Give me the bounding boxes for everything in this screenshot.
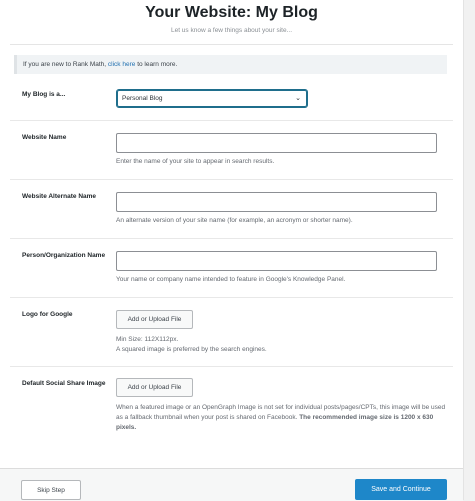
- alternate-name-input[interactable]: [116, 192, 437, 212]
- divider: [10, 297, 453, 298]
- website-name-description: Enter the name of your site to appear in search results.: [116, 158, 275, 165]
- alternate-name-description: An alternate version of your site name (for example, an acronym or shorter name).: [116, 217, 353, 224]
- page-title: Your Website: My Blog: [145, 4, 318, 21]
- alternate-name-label: Website Alternate Name: [22, 193, 97, 200]
- notice-text-end: to learn more.: [137, 61, 178, 68]
- divider: [10, 238, 453, 239]
- chevron-down-icon: ⌄: [295, 95, 301, 102]
- social-image-upload-button[interactable]: Add or Upload File: [116, 378, 193, 397]
- social-image-size-note: The recommended image size is 1200 x 630 pixels.: [116, 414, 434, 431]
- person-org-input[interactable]: [116, 251, 437, 271]
- learn-more-link[interactable]: click here: [107, 61, 136, 68]
- social-image-description: [116, 403, 446, 433]
- info-notice: [14, 55, 447, 74]
- divider: [10, 120, 453, 121]
- person-org-label: Person/Organization Name: [22, 252, 106, 259]
- divider: [10, 179, 453, 180]
- page-subtitle: Let us know a few things about your site...: [170, 27, 293, 34]
- notice-text: If you are new to Rank Math,: [23, 61, 107, 68]
- blog-type-value: Personal Blog: [122, 95, 163, 102]
- website-name-label: Website Name: [22, 134, 67, 141]
- logo-description: A squared image is preferred by the search engines.: [116, 346, 267, 353]
- skip-step-button[interactable]: Skip Step: [21, 480, 81, 500]
- social-image-label: Default Social Share Image: [22, 380, 106, 387]
- person-org-description: Your name or company name intended to feature in Google's Knowledge Panel.: [116, 276, 346, 283]
- divider: [10, 44, 453, 45]
- scrollbar[interactable]: [463, 0, 475, 500]
- website-name-input[interactable]: [116, 133, 437, 153]
- logo-upload-button[interactable]: Add or Upload File: [116, 310, 193, 329]
- social-image-description-text: When a featured image or an OpenGraph Image is not set for individual posts/pages/CPTs, this image will be used as a fallback thumbnail when your post is shared on Facebook.: [116, 404, 446, 421]
- logo-label: Logo for Google: [22, 311, 73, 318]
- blog-type-select[interactable]: [116, 89, 308, 108]
- logo-min-size: Min Size: 112X112px.: [116, 336, 179, 343]
- blog-type-label: My Blog is a...: [22, 91, 66, 98]
- divider: [10, 366, 453, 367]
- save-continue-button[interactable]: Save and Continue: [355, 479, 447, 500]
